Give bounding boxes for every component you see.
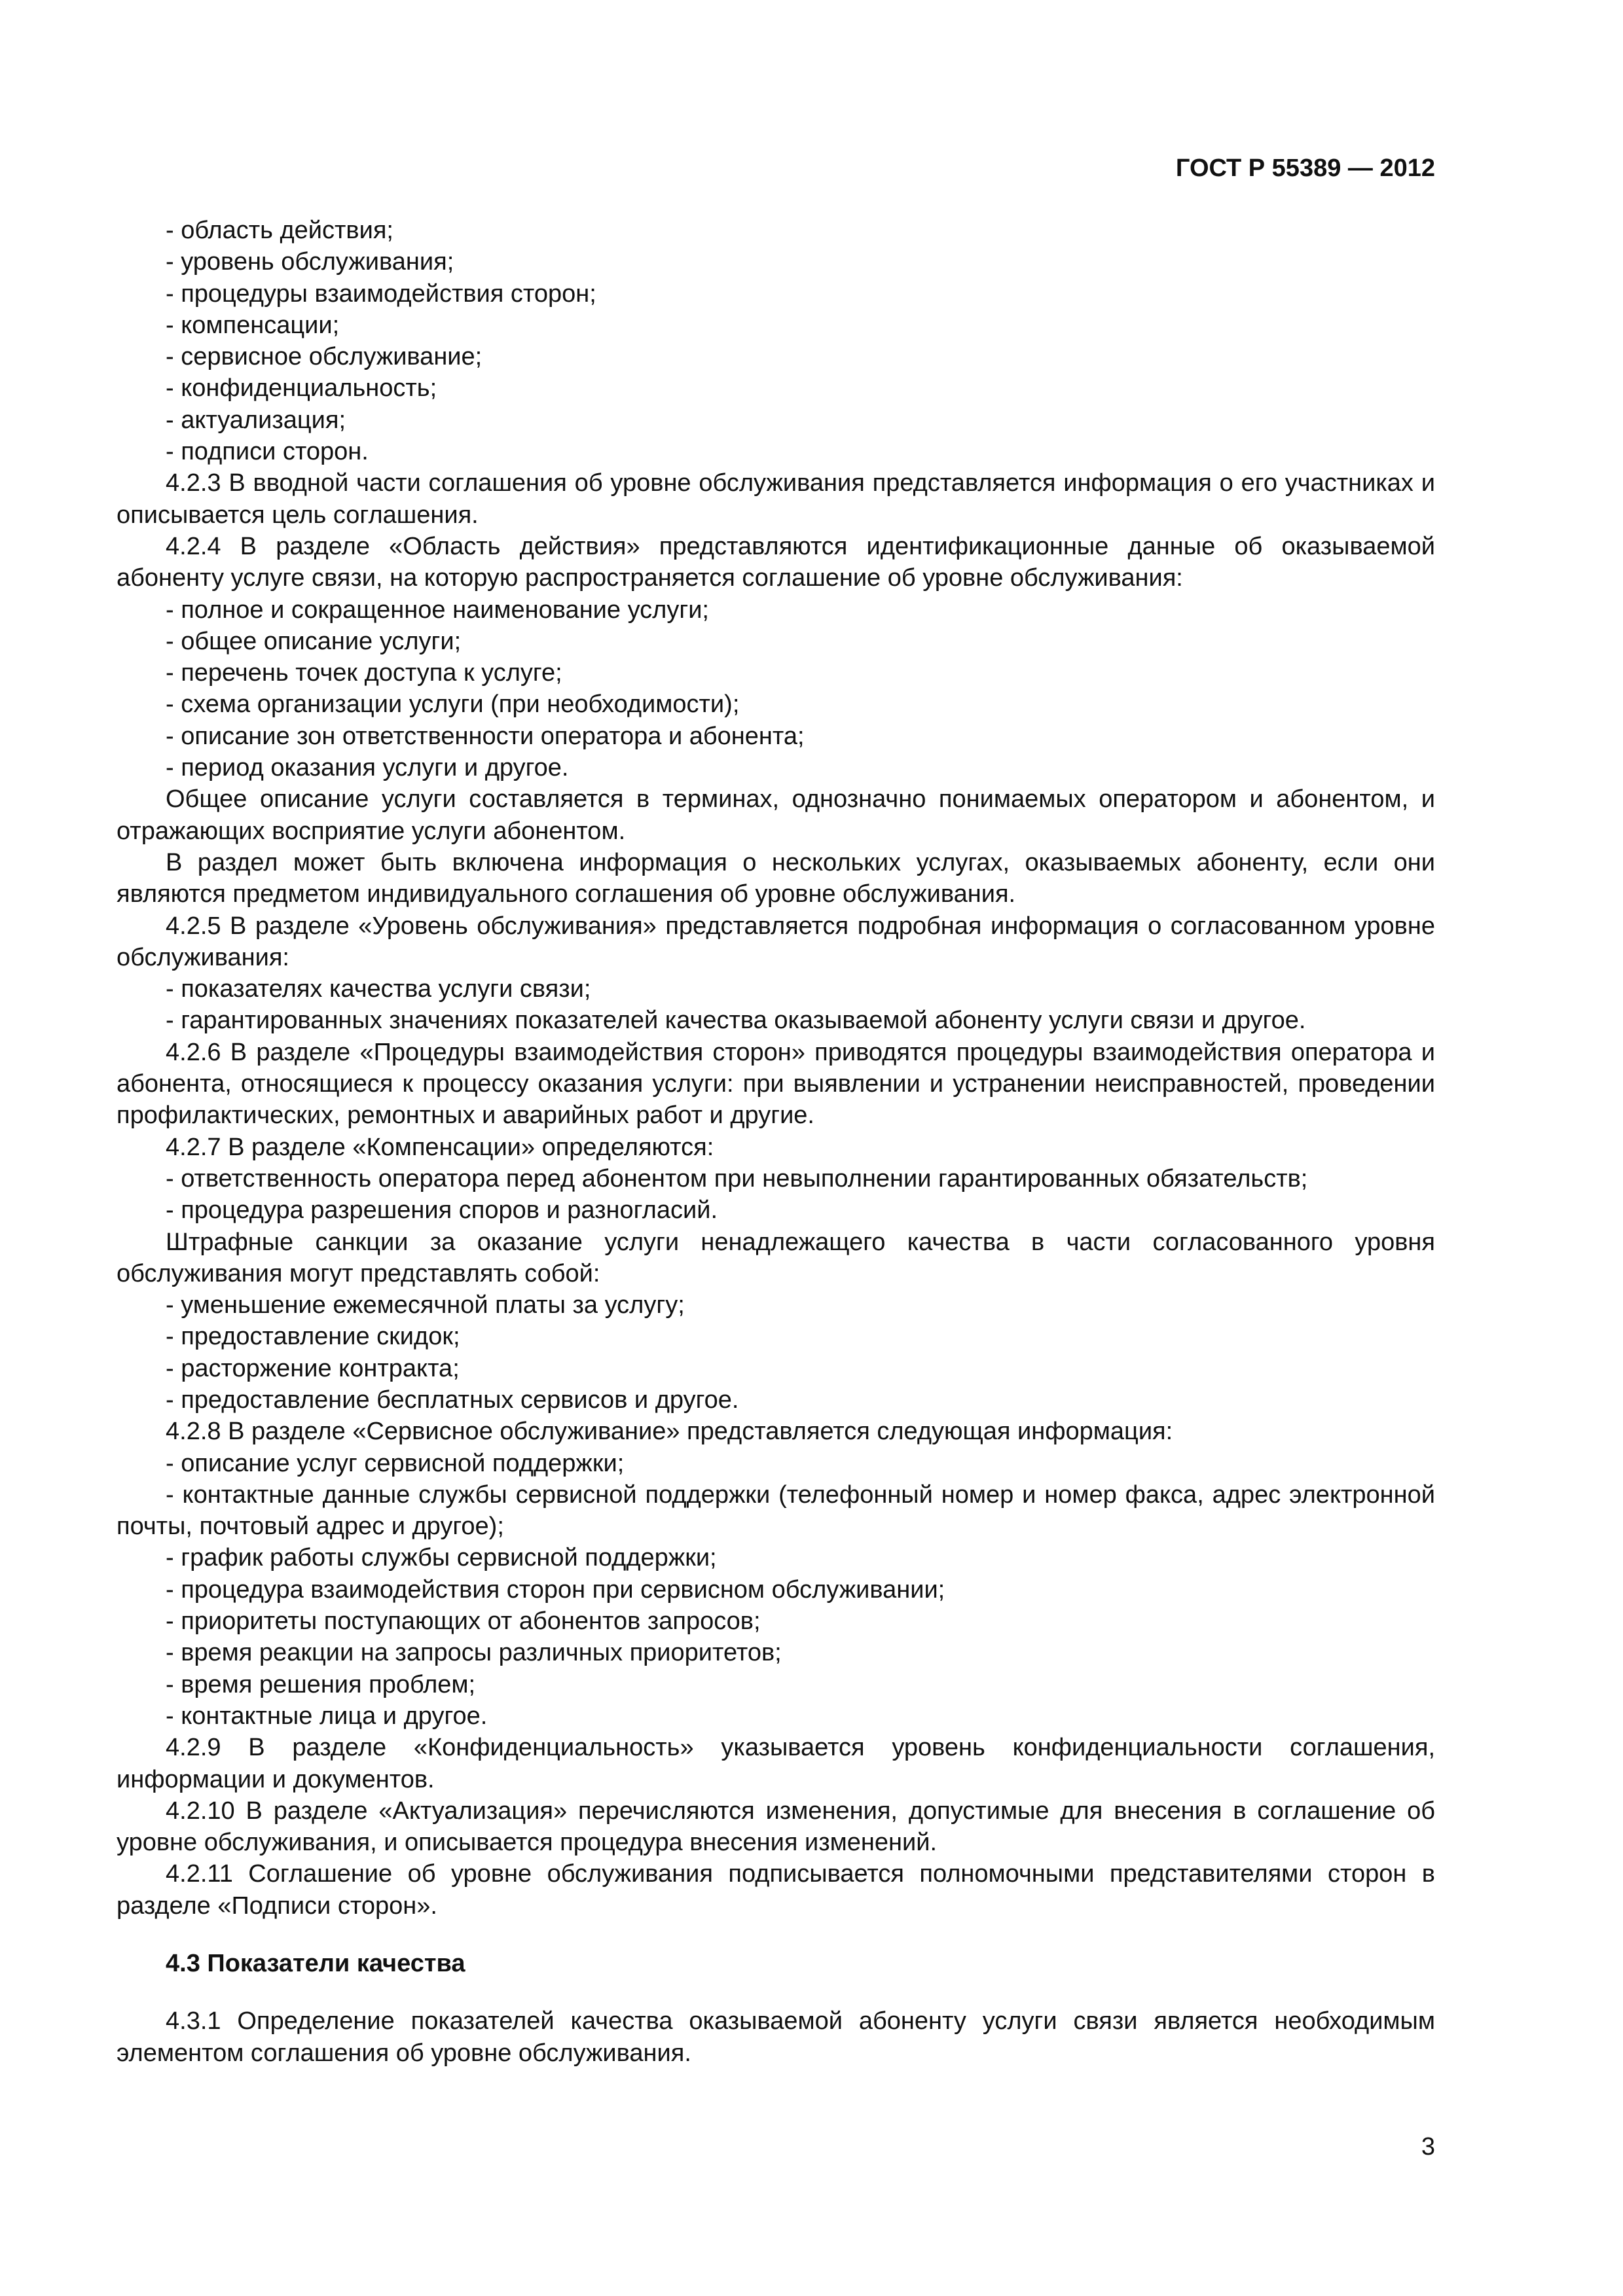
paragraph-penalties: Штрафные санкции за оказание услуги ненадлежащего качества в части согласованного уровня обслуживания могут представлять собой: xyxy=(117,1228,1435,1287)
list-item: - перечень точек доступа к услуге; xyxy=(166,659,562,687)
list-item: - подписи сторон. xyxy=(166,438,369,466)
list-item: - актуализация; xyxy=(166,406,346,434)
paragraph-4-2-7: 4.2.7 В разделе «Компенсации» определяются: xyxy=(166,1133,714,1161)
page-body xyxy=(117,215,1435,2069)
paragraph-4-2-4: 4.2.4 В разделе «Область действия» представляются идентификационные данные об оказываемой абоненту услуге связи, на которую распространяется соглашение об уровне обслуживания: xyxy=(117,532,1435,592)
list-item: - показателях качества услуги связи; xyxy=(166,975,591,1003)
paragraph-4-2-8: 4.2.8 В разделе «Сервисное обслуживание» представляется следующая информация: xyxy=(166,1418,1173,1446)
list-item: - область действия; xyxy=(166,217,393,244)
list-item: - схема организации услуги (при необходимости); xyxy=(166,691,740,719)
list-item: - время решения проблем; xyxy=(166,1670,476,1698)
paragraph-4-2-10: 4.2.10 В разделе «Актуализация» перечисляются изменения, допустимые для внесения в соглашение об уровне обслуживания, и описывается процедура внесения изменений. xyxy=(117,1797,1435,1857)
paragraph-4-2-6: 4.2.6 В разделе «Процедуры взаимодействия сторон» приводятся процедуры взаимодействия оператора и абонента, относящиеся к процессу оказания услуги: при выявлении и устранении неисправностей, проведении профилактических, ремонтных и аварийных работ и другие. xyxy=(117,1038,1435,1130)
list-item: - общее описание услуги; xyxy=(166,627,462,655)
list-item: - предоставление скидок; xyxy=(166,1323,460,1351)
list-item: - предоставление бесплатных сервисов и другое. xyxy=(166,1386,739,1414)
paragraph-general-description: Общее описание услуги составляется в терминах, однозначно понимаемых оператором и абонентом, и отражающих восприятие услуги абонентом. xyxy=(117,785,1435,845)
list-item: - уменьшение ежемесячной платы за услугу; xyxy=(166,1291,685,1319)
list-item: - период оказания услуги и другое. xyxy=(166,754,569,782)
list-item: - контактные лица и другое. xyxy=(166,1702,488,1730)
paragraph-4-3-1: 4.3.1 Определение показателей качества оказываемой абоненту услуги связи является необходимым элементом соглашения об уровне обслуживания. xyxy=(117,2007,1435,2067)
page-number: 3 xyxy=(1421,2133,1435,2161)
list-item: - контактные данные службы сервисной поддержки (телефонный номер и номер факса, адрес электронной почты, почтовый адрес и другое); xyxy=(117,1480,1435,1541)
paragraph-4-2-11: 4.2.11 Соглашение об уровне обслуживания подписывается полномочными представителями сторон в разделе «Подписи сторон». xyxy=(117,1860,1435,1920)
list-item: - расторжение контракта; xyxy=(166,1354,460,1382)
list-item: - приоритеты поступающих от абонентов запросов; xyxy=(166,1607,761,1636)
list-item: - ответственность оператора перед абонентом при невыполнении гарантированных обязательств; xyxy=(166,1164,1308,1193)
list-item: - уровень обслуживания; xyxy=(166,248,454,276)
list-item: - конфиденциальность; xyxy=(166,374,437,403)
list-item: - полное и сокращенное наименование услуги; xyxy=(166,596,709,624)
list-item: - процедура разрешения споров и разногласий. xyxy=(166,1196,718,1225)
paragraph-4-2-3: 4.2.3 В вводной части соглашения об уровне обслуживания представляется информация о его участниках и описывается цель соглашения. xyxy=(117,469,1435,529)
section-title-4-3: 4.3 Показатели качества xyxy=(166,1950,465,1978)
paragraph-section-info: В раздел может быть включена информация о нескольких услугах, оказываемых абоненту, если они являются предметом индивидуального соглашения об уровне обслуживания. xyxy=(117,848,1435,908)
list-item: - время реакции на запросы различных приоритетов; xyxy=(166,1639,782,1667)
list-item: - процедура взаимодействия сторон при сервисном обслуживании; xyxy=(166,1575,945,1604)
paragraph-4-2-9: 4.2.9 В разделе «Конфиденциальность» указывается уровень конфиденциальности соглашения, информации и документов. xyxy=(117,1734,1435,1793)
paragraph-4-2-5: 4.2.5 В разделе «Уровень обслуживания» представляется подробная информация о согласованном уровне обслуживания: xyxy=(117,912,1435,971)
list-item: - график работы службы сервисной поддержки; xyxy=(166,1544,717,1572)
list-item: - описание услуг сервисной поддержки; xyxy=(166,1449,625,1477)
list-item: - сервисное обслуживание; xyxy=(166,343,483,371)
list-item: - компенсации; xyxy=(166,311,340,339)
list-item: - описание зон ответственности оператора и абонента; xyxy=(166,722,805,750)
list-item: - гарантированных значениях показателей качества оказываемой абоненту услуги связи и другое. xyxy=(166,1007,1306,1035)
list-item: - процедуры взаимодействия сторон; xyxy=(166,279,596,308)
document-header: ГОСТ Р 55389 — 2012 xyxy=(1175,154,1435,182)
